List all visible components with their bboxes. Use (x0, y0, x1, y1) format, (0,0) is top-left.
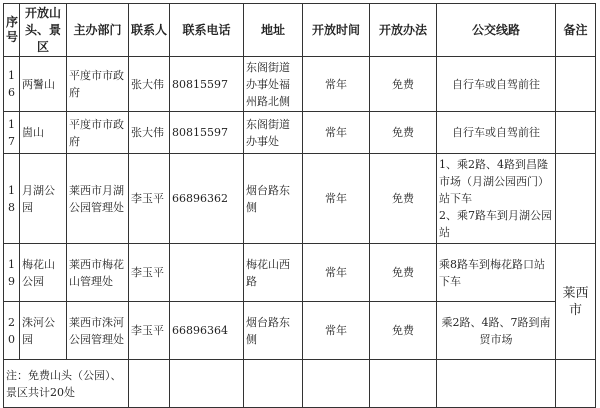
cell-address: 梅花山西路 (244, 244, 303, 302)
cell-contact: 张大伟 (129, 112, 170, 154)
cell-name: 崮山 (20, 112, 67, 154)
cell-contact: 李玉平 (129, 244, 170, 302)
cell-contact: 张大伟 (129, 57, 170, 112)
cell-bus: 自行车或自驾前往 (437, 112, 556, 154)
cell-phone (170, 244, 244, 302)
table-row (4, 154, 596, 244)
header-contact: 联系人 (129, 4, 170, 57)
cell-no: 19 (4, 244, 20, 302)
cell-empty (170, 360, 244, 408)
cell-hours: 常年 (303, 112, 370, 154)
header-no: 序号 (4, 4, 20, 57)
cell-hours: 常年 (303, 302, 370, 360)
cell-dept: 莱西市洙河公园管理处 (67, 302, 129, 360)
cell-phone: 80815597 (170, 57, 244, 112)
cell-no: 18 (4, 154, 20, 244)
cell-hours: 常年 (303, 57, 370, 112)
cell-remark (556, 112, 596, 154)
cell-phone: 66896364 (170, 302, 244, 360)
park-table (3, 3, 596, 408)
cell-hours: 常年 (303, 244, 370, 302)
cell-remark (556, 57, 596, 112)
table-row (4, 302, 596, 360)
footnote: 注：免费山头（公园）、景区共计20处 (4, 360, 129, 408)
cell-dept: 平度市市政府 (67, 112, 129, 154)
cell-bus: 1、乘2路、4路到昌隆市场（月湖公园西门）站下车 2、乘7路车到月湖公园站 (437, 154, 556, 244)
cell-bus: 乘2路、4路、7路到南贸市场 (437, 302, 556, 360)
cell-bus: 自行车或自驾前往 (437, 57, 556, 112)
header-dept: 主办部门 (67, 4, 129, 57)
footnote-row (4, 360, 596, 408)
cell-name: 月湖公园 (20, 154, 67, 244)
cell-empty (370, 360, 437, 408)
cell-bus: 乘8路车到梅花路口站下车 (437, 244, 556, 302)
cell-empty (129, 360, 170, 408)
cell-no: 16 (4, 57, 20, 112)
cell-dept: 莱西市梅花山管理处 (67, 244, 129, 302)
header-phone: 联系电话 (170, 4, 244, 57)
table-header-row (4, 4, 596, 57)
cell-remark (556, 154, 596, 244)
cell-name: 洙河公园 (20, 302, 67, 360)
cell-empty (437, 360, 556, 408)
cell-address: 烟台路东侧 (244, 154, 303, 244)
cell-dept: 莱西市月湖公园管理处 (67, 154, 129, 244)
cell-empty (244, 360, 303, 408)
cell-hours: 常年 (303, 154, 370, 244)
cell-method: 免费 (370, 244, 437, 302)
table-row (4, 112, 596, 154)
cell-phone: 80815597 (170, 112, 244, 154)
table-row (4, 57, 596, 112)
cell-name: 两鬐山 (20, 57, 67, 112)
cell-empty (556, 360, 596, 408)
header-address: 地址 (244, 4, 303, 57)
header-method: 开放办法 (370, 4, 437, 57)
cell-method: 免费 (370, 154, 437, 244)
cell-method: 免费 (370, 302, 437, 360)
cell-no: 20 (4, 302, 20, 360)
cell-address: 东阁街道办事处 (244, 112, 303, 154)
cell-method: 免费 (370, 57, 437, 112)
header-hours: 开放时间 (303, 4, 370, 57)
cell-no: 17 (4, 112, 20, 154)
cell-address: 东阁街道办事处福州路北侧 (244, 57, 303, 112)
header-remark: 备注 (556, 4, 596, 57)
cell-contact: 李玉平 (129, 154, 170, 244)
cell-dept: 平度市市政府 (67, 57, 129, 112)
cell-address: 烟台路东侧 (244, 302, 303, 360)
cell-phone: 66896362 (170, 154, 244, 244)
table-row (4, 244, 596, 302)
cell-contact: 李玉平 (129, 302, 170, 360)
cell-name: 梅花山公园 (20, 244, 67, 302)
header-bus: 公交线路 (437, 4, 556, 57)
header-name: 开放山头、景区 (20, 4, 67, 57)
cell-remark-merged: 莱西市 (556, 244, 596, 360)
cell-empty (303, 360, 370, 408)
cell-method: 免费 (370, 112, 437, 154)
